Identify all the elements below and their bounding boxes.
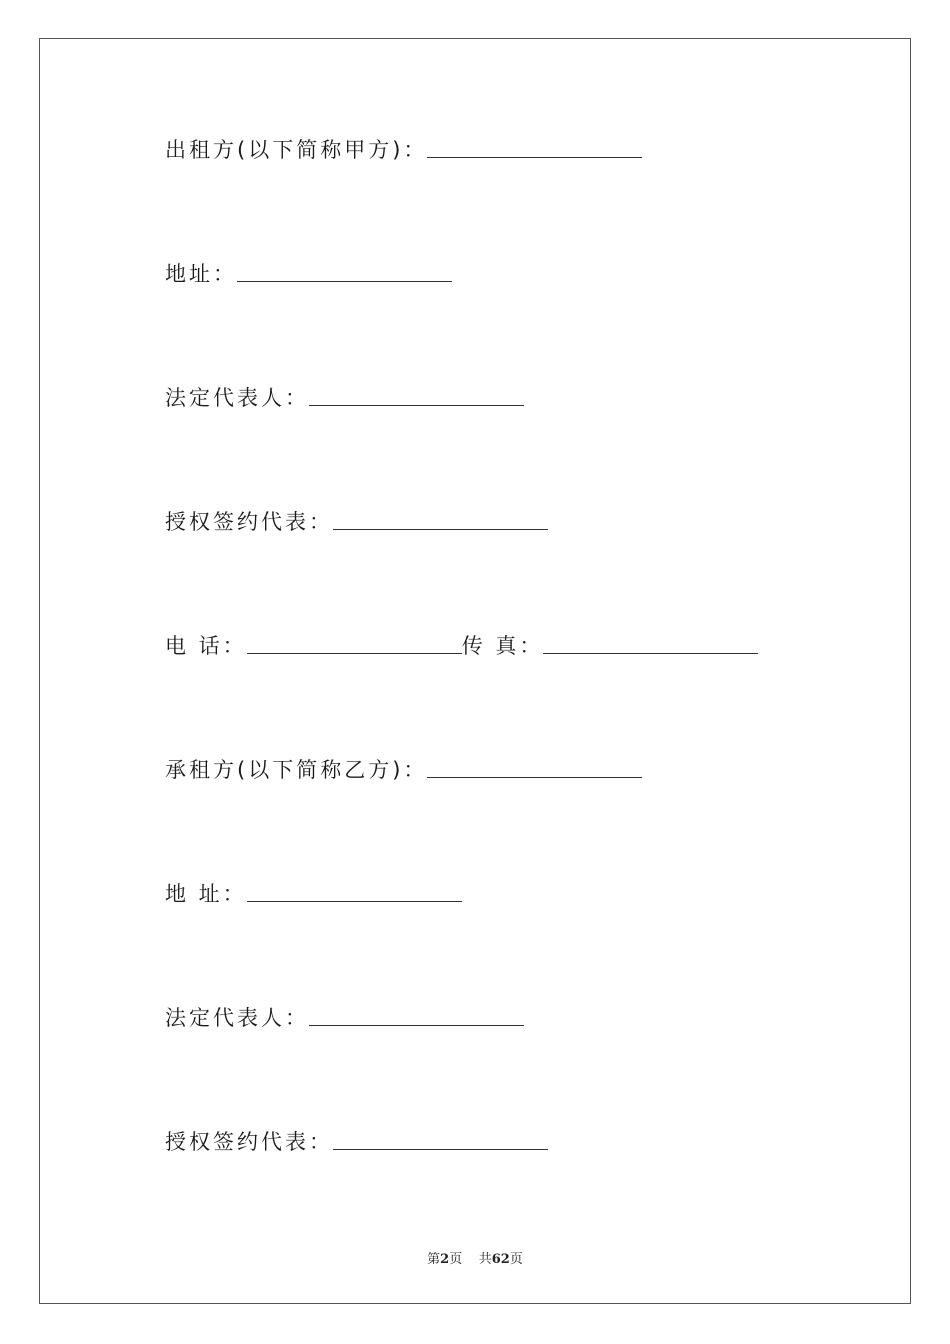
lessee-legal-rep-blank[interactable] bbox=[309, 1024, 524, 1026]
lessee-row bbox=[165, 754, 642, 784]
phone-blank[interactable] bbox=[247, 652, 462, 654]
lessee-address-label: 地 址： bbox=[165, 882, 247, 906]
phone-label: 电 话： bbox=[165, 634, 247, 658]
lessor-blank[interactable] bbox=[427, 156, 642, 158]
lessor-legal-rep-row bbox=[165, 382, 524, 412]
lessor-address-row bbox=[165, 258, 452, 288]
lessor-row bbox=[165, 134, 642, 164]
lessee-blank[interactable] bbox=[427, 776, 642, 778]
lessee-address-row bbox=[165, 878, 462, 908]
lessor-label: 出租方(以下简称甲方)： bbox=[165, 138, 428, 162]
lessor-address-blank[interactable] bbox=[237, 280, 452, 282]
fax-label: 传 真： bbox=[461, 634, 544, 658]
phone-fax-row bbox=[165, 630, 758, 660]
lessee-authorized-rep-row bbox=[165, 1126, 548, 1156]
lessor-legal-rep-blank[interactable] bbox=[309, 404, 524, 406]
fax-blank[interactable] bbox=[543, 652, 758, 654]
page-number: 2 bbox=[440, 1252, 450, 1267]
total-pages: 62 bbox=[491, 1252, 510, 1267]
page-footer bbox=[0, 1248, 950, 1267]
total-prefix: 共 bbox=[478, 1252, 492, 1267]
lessee-label: 承租方(以下简称乙方)： bbox=[165, 758, 428, 782]
lessor-authorized-rep-blank[interactable] bbox=[333, 528, 548, 530]
lessee-authorized-rep-blank[interactable] bbox=[333, 1148, 548, 1150]
lessee-legal-rep-label: 法定代表人： bbox=[165, 1006, 309, 1030]
lessee-authorized-rep-label: 授权签约代表： bbox=[165, 1130, 333, 1154]
lessee-address-blank[interactable] bbox=[247, 900, 462, 902]
total-suffix: 页 bbox=[509, 1252, 523, 1267]
lessor-legal-rep-label: 法定代表人： bbox=[165, 386, 309, 410]
page-frame bbox=[39, 38, 911, 1304]
page-suffix: 页 bbox=[449, 1252, 463, 1267]
lessor-address-label: 地址： bbox=[165, 262, 237, 286]
lessee-legal-rep-row bbox=[165, 1002, 524, 1032]
page-prefix: 第 bbox=[427, 1252, 441, 1267]
lessor-authorized-rep-row bbox=[165, 506, 548, 536]
lessor-authorized-rep-label: 授权签约代表： bbox=[165, 510, 333, 534]
